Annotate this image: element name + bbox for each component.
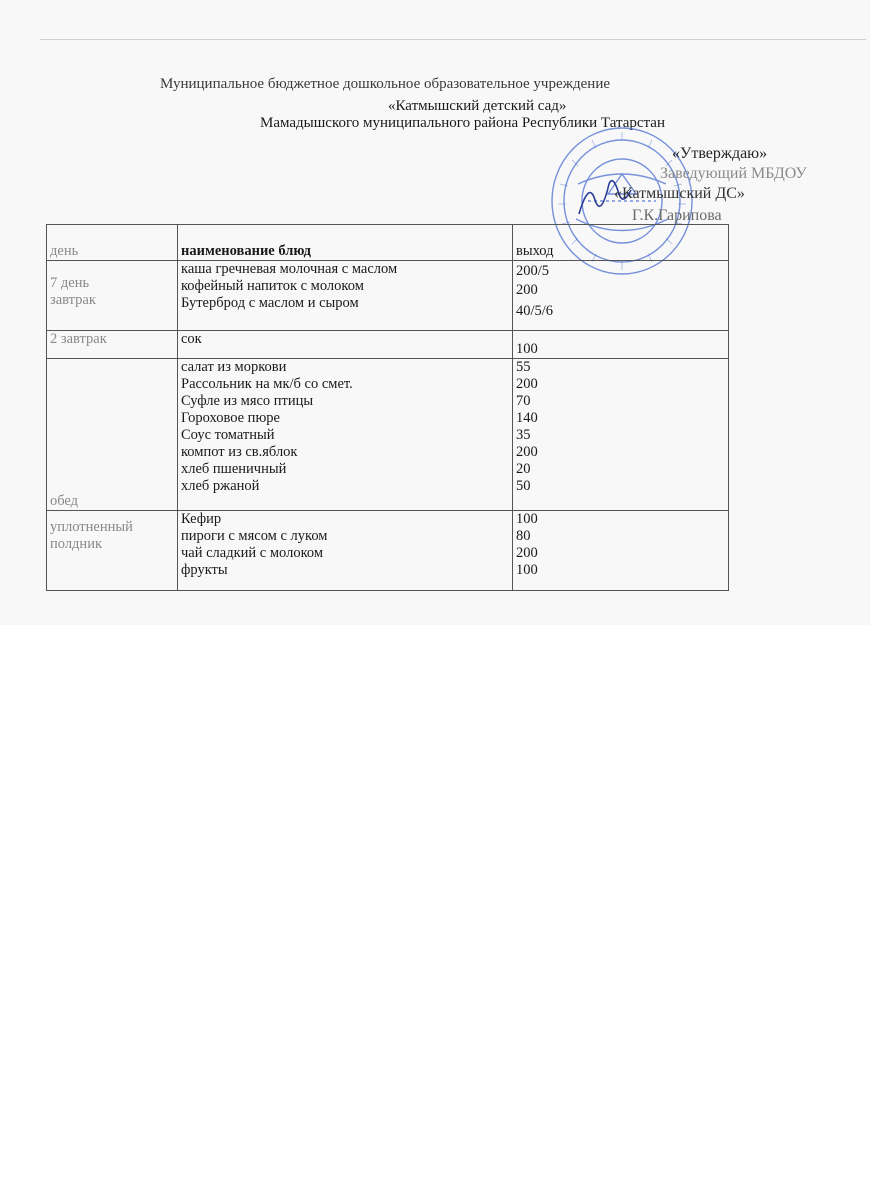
table-row — [47, 359, 729, 511]
meal-label-line: обед — [50, 493, 79, 509]
dish-item: Гороховое пюре — [181, 410, 280, 426]
dish-item: компот из св.яблок — [181, 444, 298, 460]
header-day: день — [47, 225, 178, 261]
approval-line-3: «Катмышский ДС» — [614, 185, 745, 202]
output-value: 35 — [516, 427, 531, 443]
output-list — [513, 359, 729, 511]
output-value: 100 — [516, 511, 538, 527]
output-value: 200 — [516, 444, 538, 460]
output-value: 200 — [516, 545, 538, 561]
table-header-row — [47, 225, 729, 261]
output-value: 20 — [516, 461, 531, 477]
dish-item: Соус томатный — [181, 427, 275, 443]
dish-item: фрукты — [181, 562, 228, 578]
meal-label-line: завтрак — [50, 292, 96, 308]
approval-line-1: «Утверждаю» — [672, 145, 768, 162]
meal-label — [47, 261, 178, 331]
dish-item: чай сладкий с молоком — [181, 545, 324, 561]
output-value: 100 — [516, 562, 538, 578]
meal-label — [47, 511, 178, 591]
org-name-line-3: Мамадышского муниципального района Республики Татарстан — [260, 115, 665, 131]
dish-item: Кефир — [181, 511, 222, 527]
org-name-line-1: Муниципальное бюджетное дошкольное образовательное учреждение — [160, 76, 610, 92]
dish-item: Рассольник на мк/б со смет. — [181, 376, 353, 392]
header-dish-name: наименование блюд — [178, 225, 513, 261]
output-value: 100 — [516, 341, 538, 357]
output-value: 55 — [516, 359, 531, 375]
header-output: выход — [513, 225, 729, 261]
dish-item: кофейный напиток с молоком — [181, 278, 364, 294]
org-name-line-2: «Катмышский детский сад» — [388, 98, 567, 114]
table-row — [47, 261, 729, 331]
menu-table — [46, 224, 729, 591]
scan-edge-line — [40, 39, 866, 40]
dish-item: каша гречневая молочная с маслом — [181, 261, 398, 277]
meal-label-line: 2 завтрак — [50, 331, 107, 347]
dish-list — [178, 511, 513, 591]
meal-label — [47, 331, 178, 359]
dish-item: хлеб ржаной — [181, 478, 260, 494]
output-value: 70 — [516, 393, 531, 409]
output-value: 140 — [516, 410, 538, 426]
output-value: 200 — [516, 282, 538, 298]
output-value: 50 — [516, 478, 531, 494]
dish-list — [178, 261, 513, 331]
output-value: 200/5 — [516, 263, 550, 279]
dish-item: салат из моркови — [181, 359, 287, 375]
approval-line-4: Г.К.Гарипова — [632, 207, 722, 224]
dish-item: хлеб пшеничный — [181, 461, 287, 477]
output-value: 200 — [516, 376, 538, 392]
dish-item: сок — [181, 331, 202, 347]
output-value: 80 — [516, 528, 531, 544]
dish-item: Бутерброд с маслом и сыром — [181, 295, 359, 311]
dish-item: Суфле из мясо птицы — [181, 393, 314, 409]
meal-label-line: 7 день — [50, 275, 90, 291]
meal-label-line: полдник — [50, 536, 102, 552]
meal-label-line: уплотненный — [50, 519, 133, 535]
output-list — [513, 261, 729, 331]
table-row — [47, 511, 729, 591]
output-list — [513, 511, 729, 591]
dish-list — [178, 359, 513, 511]
approval-line-2: Заведующий МБДОУ — [660, 165, 807, 182]
output-value: 40/5/6 — [516, 303, 554, 319]
table-row — [47, 331, 729, 359]
dish-item: пироги с мясом с луком — [181, 528, 328, 544]
output-list — [513, 331, 729, 359]
dish-list — [178, 331, 513, 359]
meal-label — [47, 359, 178, 511]
